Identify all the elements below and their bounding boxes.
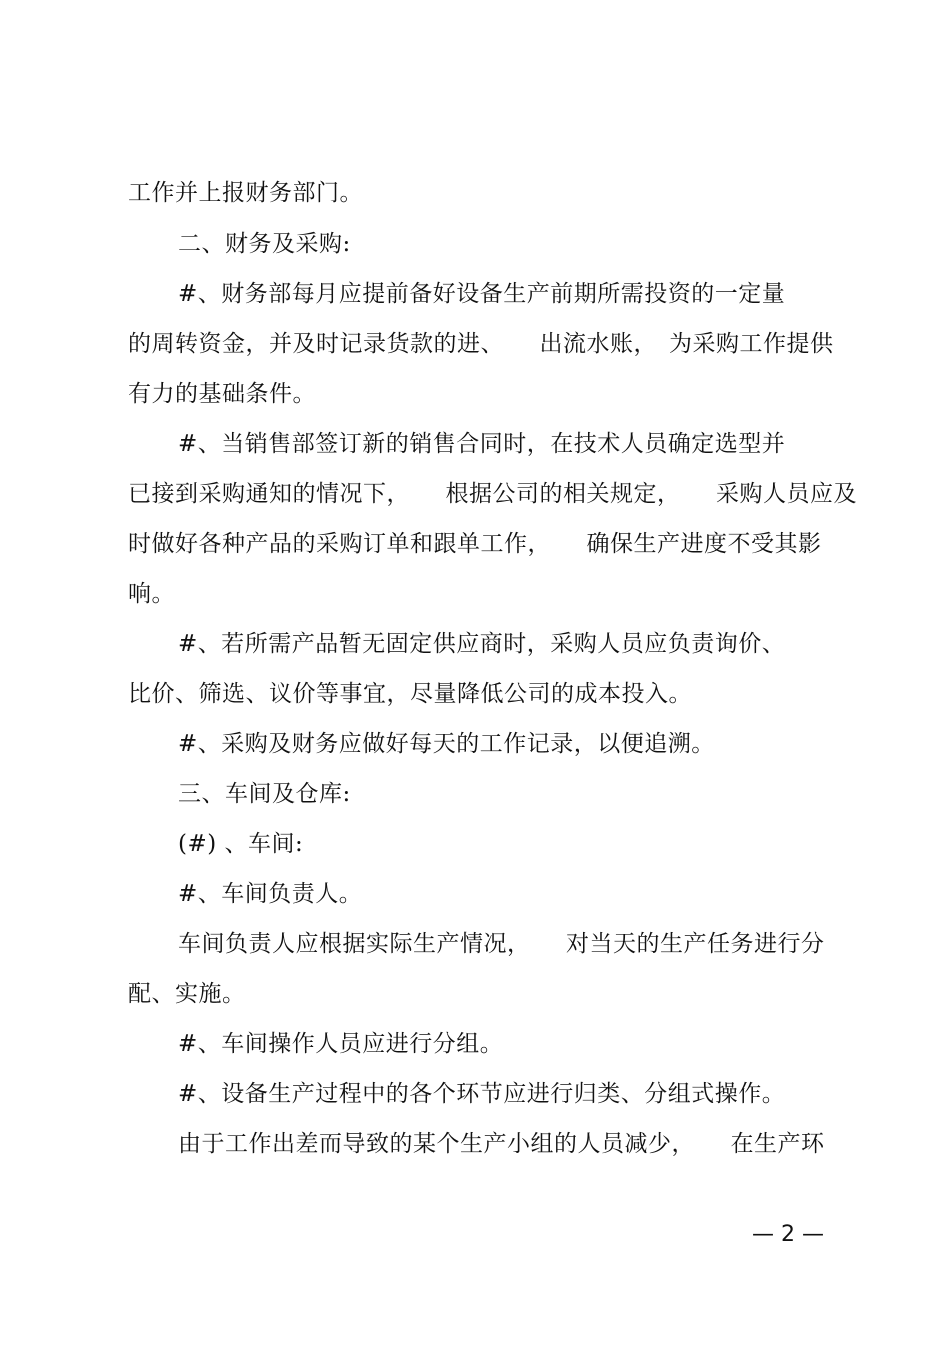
text-line: 的周转资金，并及时记录货款的进、 出流水账， 为采购工作提供 [128, 331, 834, 357]
subsection-heading: (#) 、车间: [178, 831, 304, 857]
text-line: 响。 [128, 581, 175, 607]
text-line: 车间负责人应根据实际生产情况， 对当天的生产任务进行分 [178, 931, 825, 957]
text-line: 比价、筛选、议价等事宜，尽量降低公司的成本投入。 [128, 681, 692, 707]
page-number: — 2 — [752, 1222, 824, 1247]
section-heading: 三、车间及仓库: [178, 781, 351, 807]
text-line: 时做好各种产品的采购订单和跟单工作， 确保生产进度不受其影 [128, 531, 822, 557]
text-line: 工作并上报财务部门。 [128, 180, 363, 206]
text-line: #、车间操作人员应进行分组。 [178, 1031, 504, 1057]
text-line: #、车间负责人。 [178, 881, 363, 907]
text-line: #、设备生产过程中的各个环节应进行归类、分组式操作。 [178, 1081, 786, 1107]
text-line: 由于工作出差而导致的某个生产小组的人员减少， 在生产环 [178, 1131, 825, 1157]
text-line: 有力的基础条件。 [128, 381, 316, 407]
text-line: 已接到采购通知的情况下， 根据公司的相关规定， 采购人员应及 [128, 481, 857, 507]
text-line: #、若所需产品暂无固定供应商时，采购人员应负责询价、 [178, 631, 786, 657]
text-line: #、当销售部签订新的销售合同时，在技术人员确定选型并 [178, 431, 786, 457]
text-line: 配、实施。 [128, 981, 246, 1007]
text-line: #、财务部每月应提前备好设备生产前期所需投资的一定量 [178, 281, 786, 307]
text-line: #、采购及财务应做好每天的工作记录，以便追溯。 [178, 731, 715, 757]
section-heading: 二、财务及采购: [178, 231, 351, 257]
